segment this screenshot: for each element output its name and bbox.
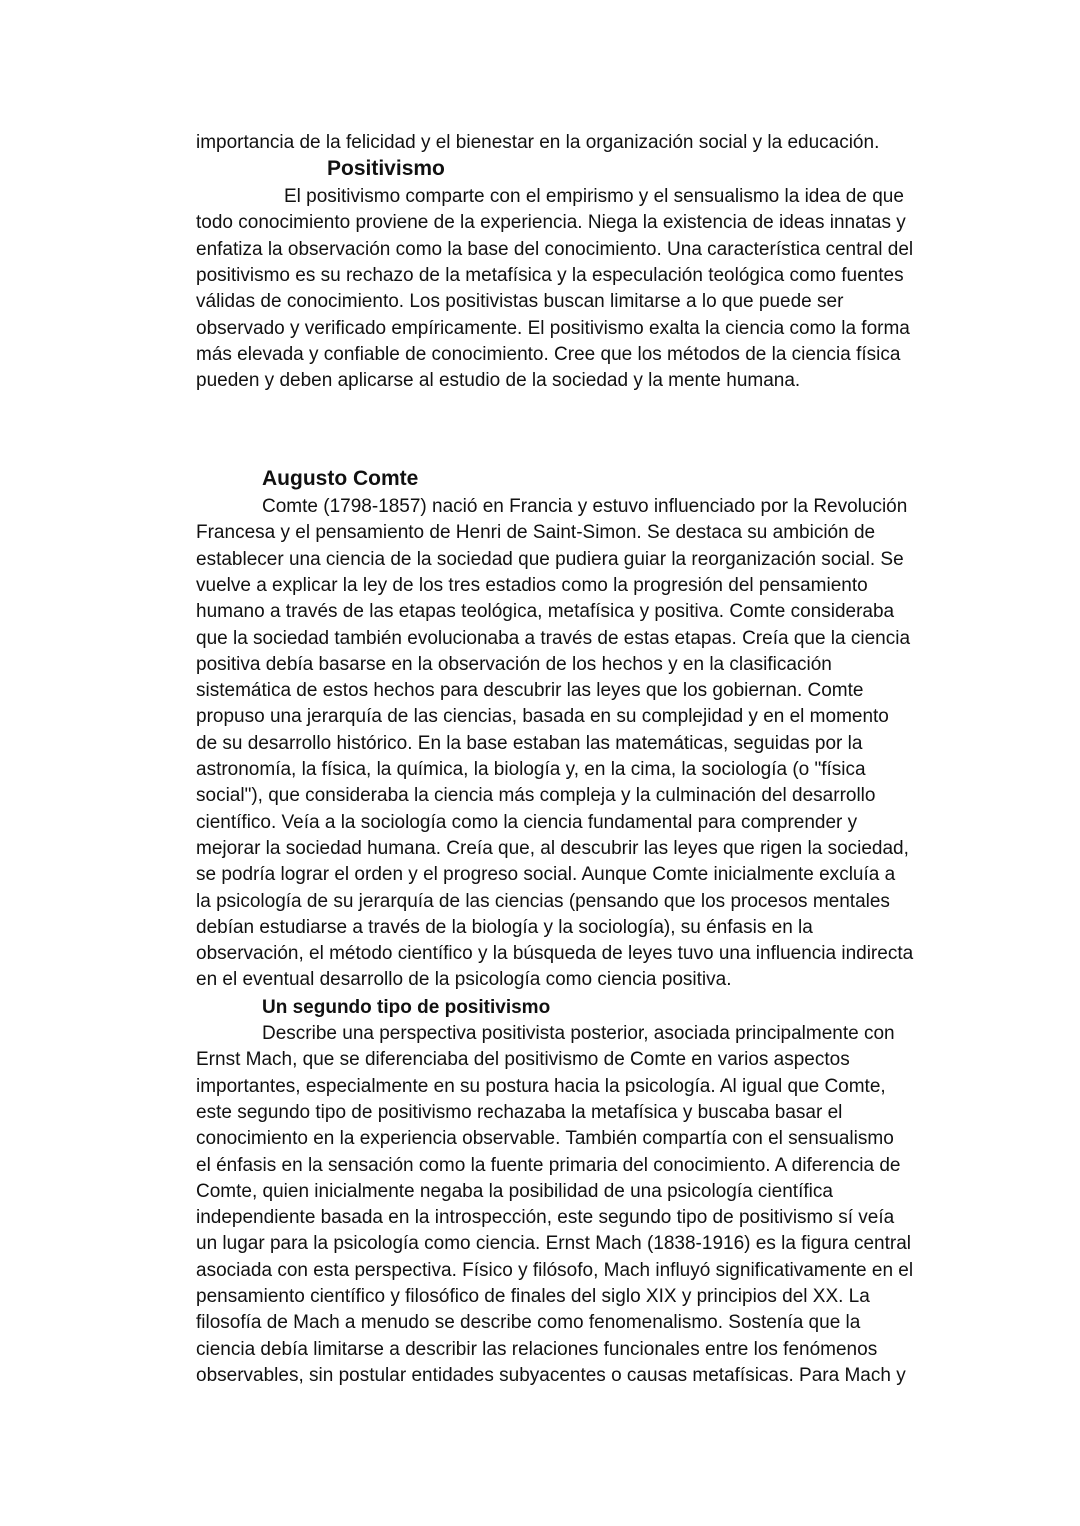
paragraph-line: humano a través de las etapas teológica, metafísica y positiva. Comte consideraba [196, 601, 895, 623]
section-heading: Positivismo [327, 157, 445, 180]
paragraph-line: mejorar la sociedad humana. Creía que, al descubrir las leyes que rigen la sociedad, [196, 837, 909, 859]
paragraph-line: de su desarrollo histórico. En la base estaban las matemáticas, seguidas por la [196, 732, 863, 754]
paragraph-line: la psicología de su jerarquía de las ciencias (pensando que los procesos mentales [196, 890, 890, 912]
paragraph-line: Ernst Mach, que se diferenciaba del positivismo de Comte en varios aspectos [196, 1049, 850, 1071]
paragraph-line: observado y verificado empíricamente. El positivismo exalta la ciencia como la forma [196, 317, 910, 339]
paragraph-line: importancia de la felicidad y el bienestar en la organización social y la educación. [196, 132, 880, 153]
paragraph-line: científico. Veía a la sociología como la ciencia fundamental para comprender y [196, 811, 858, 833]
paragraph-line: social"), que consideraba la ciencia más compleja y la culminación del desarrollo [196, 785, 876, 807]
paragraph-line: más elevada y confiable de conocimiento. Cree que los métodos de la ciencia física [196, 343, 901, 365]
paragraph-line: un lugar para la psicología como ciencia. Ernst Mach (1838-1916) es la figura central [196, 1233, 911, 1255]
paragraph-line: positivismo es su rechazo de la metafísica y la especulación teológica como fuentes [196, 264, 904, 286]
paragraph-line: observación, el método científico y la búsqueda de leyes tuvo una influencia indirecta [196, 943, 914, 965]
paragraph-line: establecer una ciencia de la sociedad que pudiera guiar la reorganización social. Se [196, 548, 904, 570]
paragraph-line: en el eventual desarrollo de la psicología como ciencia positiva. [196, 969, 732, 991]
paragraph-line: Describe una perspectiva positivista posterior, asociada principalmente con [262, 1023, 895, 1044]
paragraph-line: astronomía, la física, la química, la biología y, en la cima, la sociología (o "física [196, 759, 866, 780]
paragraph-line: filosofía de Mach a menudo se describe como fenomenalismo. Sostenía que la [196, 1312, 861, 1334]
paragraph-line: independiente basada en la introspección, este segundo tipo de positivismo sí veía [196, 1207, 895, 1229]
paragraph-line: este segundo tipo de positivismo rechazaba la metafísica y buscaba basar el [196, 1101, 843, 1123]
paragraph-line: debían estudiarse a través de la biología y la sociología), su énfasis en la [196, 916, 813, 938]
paragraph-line: asociada con esta perspectiva. Físico y filósofo, Mach influyó significativamente en el [196, 1259, 914, 1281]
paragraph-line: Francesa y el pensamiento de Henri de Saint-Simon. Se destaca su ambición de [196, 522, 876, 544]
paragraph-line: sistemática de estos hechos para descubrir las leyes que los gobiernan. Comte [196, 680, 864, 702]
paragraph-line: observables, sin postular entidades subyacentes o causas metafísicas. Para Mach y [196, 1364, 906, 1386]
paragraph-line: positiva debía basarse en la observación de los hechos y en la clasificación [196, 653, 832, 675]
paragraph-line: ciencia debía limitarse a describir las relaciones funcionales entre los fenómenos [196, 1338, 878, 1360]
paragraph-line: Comte (1798-1857) nació en Francia y estuvo influenciado por la Revolución [262, 496, 908, 517]
paragraph-line: todo conocimiento proviene de la experiencia. Niega la existencia de ideas innatas y [196, 212, 906, 234]
paragraph-line: el énfasis en la sensación como la fuente primaria del conocimiento. A diferencia de [196, 1154, 901, 1176]
paragraph-line: pensamiento científico y filosófico de finales del siglo XIX y principios del XX. La [196, 1286, 870, 1307]
paragraph-line: propuso una jerarquía de las ciencias, basada en su complejidad y en el momento [196, 706, 889, 728]
paragraph-line: conocimiento en la experiencia observable. También compartía con el sensualismo [196, 1128, 894, 1150]
paragraph-line: vuelve a explicar la ley de los tres estadios como la progresión del pensamiento [196, 574, 868, 596]
paragraph-line: El positivismo comparte con el empirismo y el sensualismo la idea de que [284, 186, 904, 207]
paragraph-line: que la sociedad también evolucionaba a través de estas etapas. Creía que la ciencia [196, 627, 911, 649]
section-heading: Augusto Comte [262, 467, 419, 490]
paragraph-line: pueden y deben aplicarse al estudio de la sociedad y la mente humana. [196, 370, 801, 392]
paragraph-line: Comte, quien inicialmente negaba la posibilidad de una psicología científica [196, 1180, 833, 1202]
paragraph-line: se podría lograr el orden y el progreso social. Aunque Comte inicialmente excluía a [196, 864, 896, 886]
subsection-heading: Un segundo tipo de positivismo [262, 997, 551, 1018]
paragraph-line: válidas de conocimiento. Los positivistas buscan limitarse a lo que puede ser [196, 291, 844, 313]
paragraph-line: importantes, especialmente en su postura hacia la psicología. Al igual que Comte, [196, 1075, 886, 1097]
paragraph-line: enfatiza la observación como la base del conocimiento. Una característica central del [196, 238, 914, 260]
